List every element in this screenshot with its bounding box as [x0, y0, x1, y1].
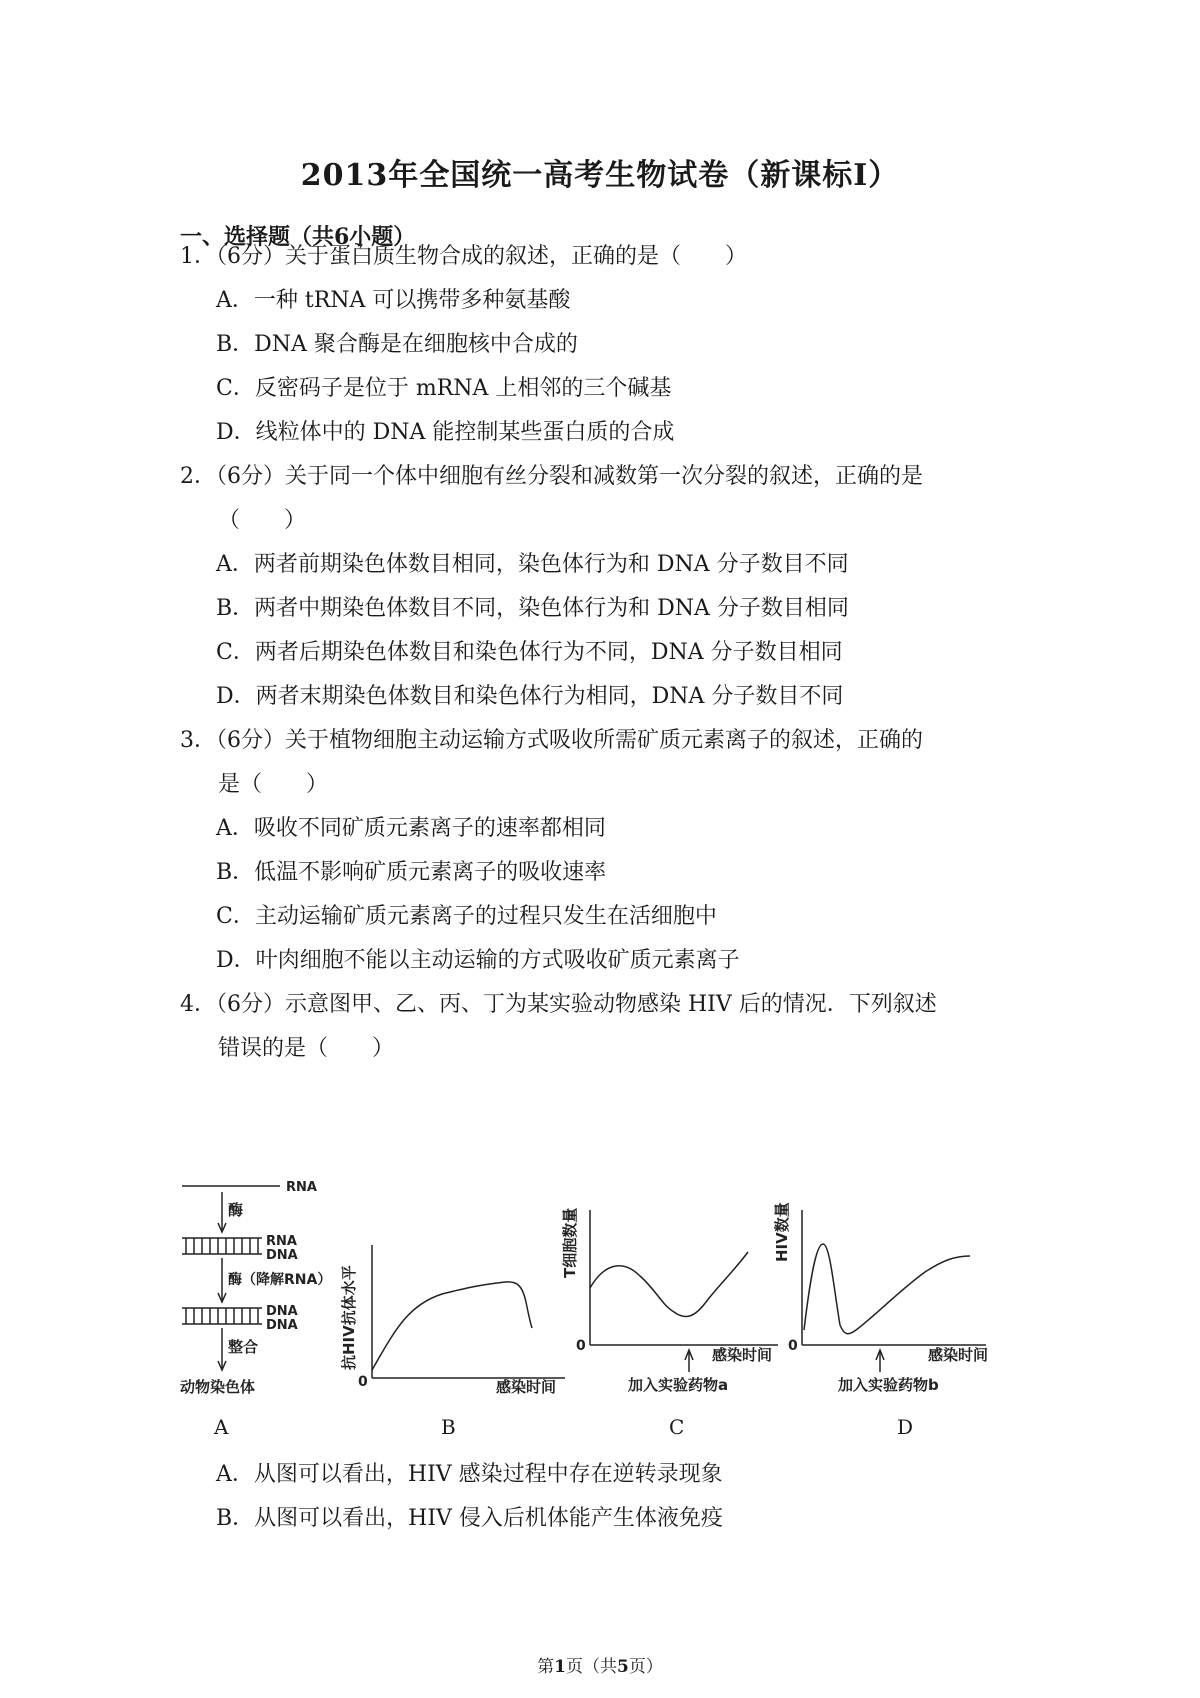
- rna-dna-hybrid: [186, 1238, 258, 1254]
- page-title: 2013年全国统一高考生物试卷（新课标I）: [300, 158, 900, 193]
- question-3-option-d: D．叶肉细胞不能以主动运输的方式吸收矿质元素离子: [216, 948, 740, 973]
- page-footer: [0, 1652, 1200, 1677]
- label-rna-2: RNA: [266, 1234, 297, 1249]
- graph-c-origin: 0: [576, 1338, 586, 1354]
- question-2-option-a: A．两者前期染色体数目相同，染色体行为和 DNA 分子数目不同: [216, 552, 849, 577]
- figure-label-a: A: [214, 1415, 229, 1439]
- question-4-stem-continued: 错误的是（ ）: [218, 1036, 395, 1061]
- graph-c-y-label: T细胞数量: [561, 1207, 579, 1278]
- label-integrate: 整合: [228, 1338, 259, 1356]
- graph-b-x-label: 感染时间: [496, 1378, 557, 1396]
- graph-b-origin: 0: [358, 1374, 368, 1390]
- graph-c-x-label: 感染时间: [712, 1346, 773, 1364]
- question-1-stem: 1．（6分）关于蛋白质生物合成的叙述，正确的是（ ）: [180, 244, 747, 269]
- graph-c-curve: [590, 1252, 748, 1317]
- dna-double-strand: [186, 1308, 258, 1324]
- label-dna-1: DNA: [266, 1248, 298, 1263]
- graph-d-y-label: HIV数量: [773, 1202, 791, 1262]
- label-enzyme-degrade: 酶（降解RNA）: [228, 1272, 332, 1288]
- figure-svg: [180, 1160, 1040, 1420]
- question-2-option-d: D．两者末期染色体数目和染色体行为相同，DNA 分子数目不同: [216, 684, 844, 709]
- label-rna: RNA: [286, 1180, 317, 1195]
- footer-middle: 页（共: [566, 1657, 617, 1677]
- figure-label-d: D: [897, 1415, 914, 1439]
- question-3-option-b: B．低温不影响矿质元素离子的吸收速率: [216, 860, 607, 885]
- footer-prefix: 第: [537, 1657, 555, 1677]
- question-4-option-b: B．从图可以看出，HIV 侵入后机体能产生体液免疫: [216, 1506, 723, 1531]
- graph-b-y-label: 抗HIV抗体水平: [340, 1265, 358, 1370]
- footer-suffix: 页）: [628, 1657, 663, 1677]
- question-3-stem-continued: 是（ ）: [218, 772, 329, 797]
- label-dna-3: DNA: [266, 1318, 298, 1333]
- question-2-option-c: C．两者后期染色体数目和染色体行为不同，DNA 分子数目相同: [216, 640, 843, 665]
- question-4-stem: 4．（6分）示意图甲、乙、丙、丁为某实验动物感染 HIV 后的情况．下列叙述: [180, 992, 937, 1017]
- question-3-stem: 3．（6分）关于植物细胞主动运输方式吸收所需矿质元素离子的叙述，正确的: [180, 728, 923, 753]
- label-dna-2: DNA: [266, 1304, 298, 1319]
- question-2-stem-continued: （ ）: [218, 508, 307, 533]
- section-heading: 一、选择题（共6小题）: [180, 224, 416, 250]
- question-1-option-a: A．一种 tRNA 可以携带多种氨基酸: [216, 288, 571, 313]
- figure-label-b: B: [441, 1415, 456, 1439]
- label-chromosome: 动物染色体: [180, 1378, 256, 1396]
- graph-d-x-label: 感染时间: [928, 1346, 989, 1364]
- question-1-option-c: C．反密码子是位于 mRNA 上相邻的三个碱基: [216, 376, 672, 401]
- graph-d-drug-label: 加入实验药物b: [838, 1376, 939, 1394]
- question-4-figure: [180, 1160, 1040, 1450]
- question-2-option-b: B．两者中期染色体数目不同，染色体行为和 DNA 分子数目相同: [216, 596, 849, 621]
- question-1-option-d: D．线粒体中的 DNA 能控制某些蛋白质的合成: [216, 420, 675, 445]
- graph-b-curve: [372, 1282, 532, 1370]
- question-3-option-c: C．主动运输矿质元素离子的过程只发生在活细胞中: [216, 904, 717, 929]
- graph-d-curve: [804, 1244, 970, 1334]
- question-2-stem: 2．（6分）关于同一个体中细胞有丝分裂和减数第一次分裂的叙述，正确的是: [180, 464, 923, 489]
- label-enzyme: 酶: [228, 1201, 244, 1219]
- footer-total-pages: 5: [617, 1657, 629, 1677]
- figure-label-c: C: [669, 1415, 685, 1439]
- graph-c-drug-label: 加入实验药物a: [628, 1376, 729, 1394]
- graph-d-origin: 0: [788, 1338, 798, 1354]
- footer-page-number: 1: [554, 1657, 566, 1677]
- question-3-option-a: A．吸收不同矿质元素离子的速率都相同: [216, 816, 606, 841]
- question-4-option-a: A．从图可以看出，HIV 感染过程中存在逆转录现象: [216, 1462, 723, 1487]
- question-1-option-b: B．DNA 聚合酶是在细胞核中合成的: [216, 332, 578, 357]
